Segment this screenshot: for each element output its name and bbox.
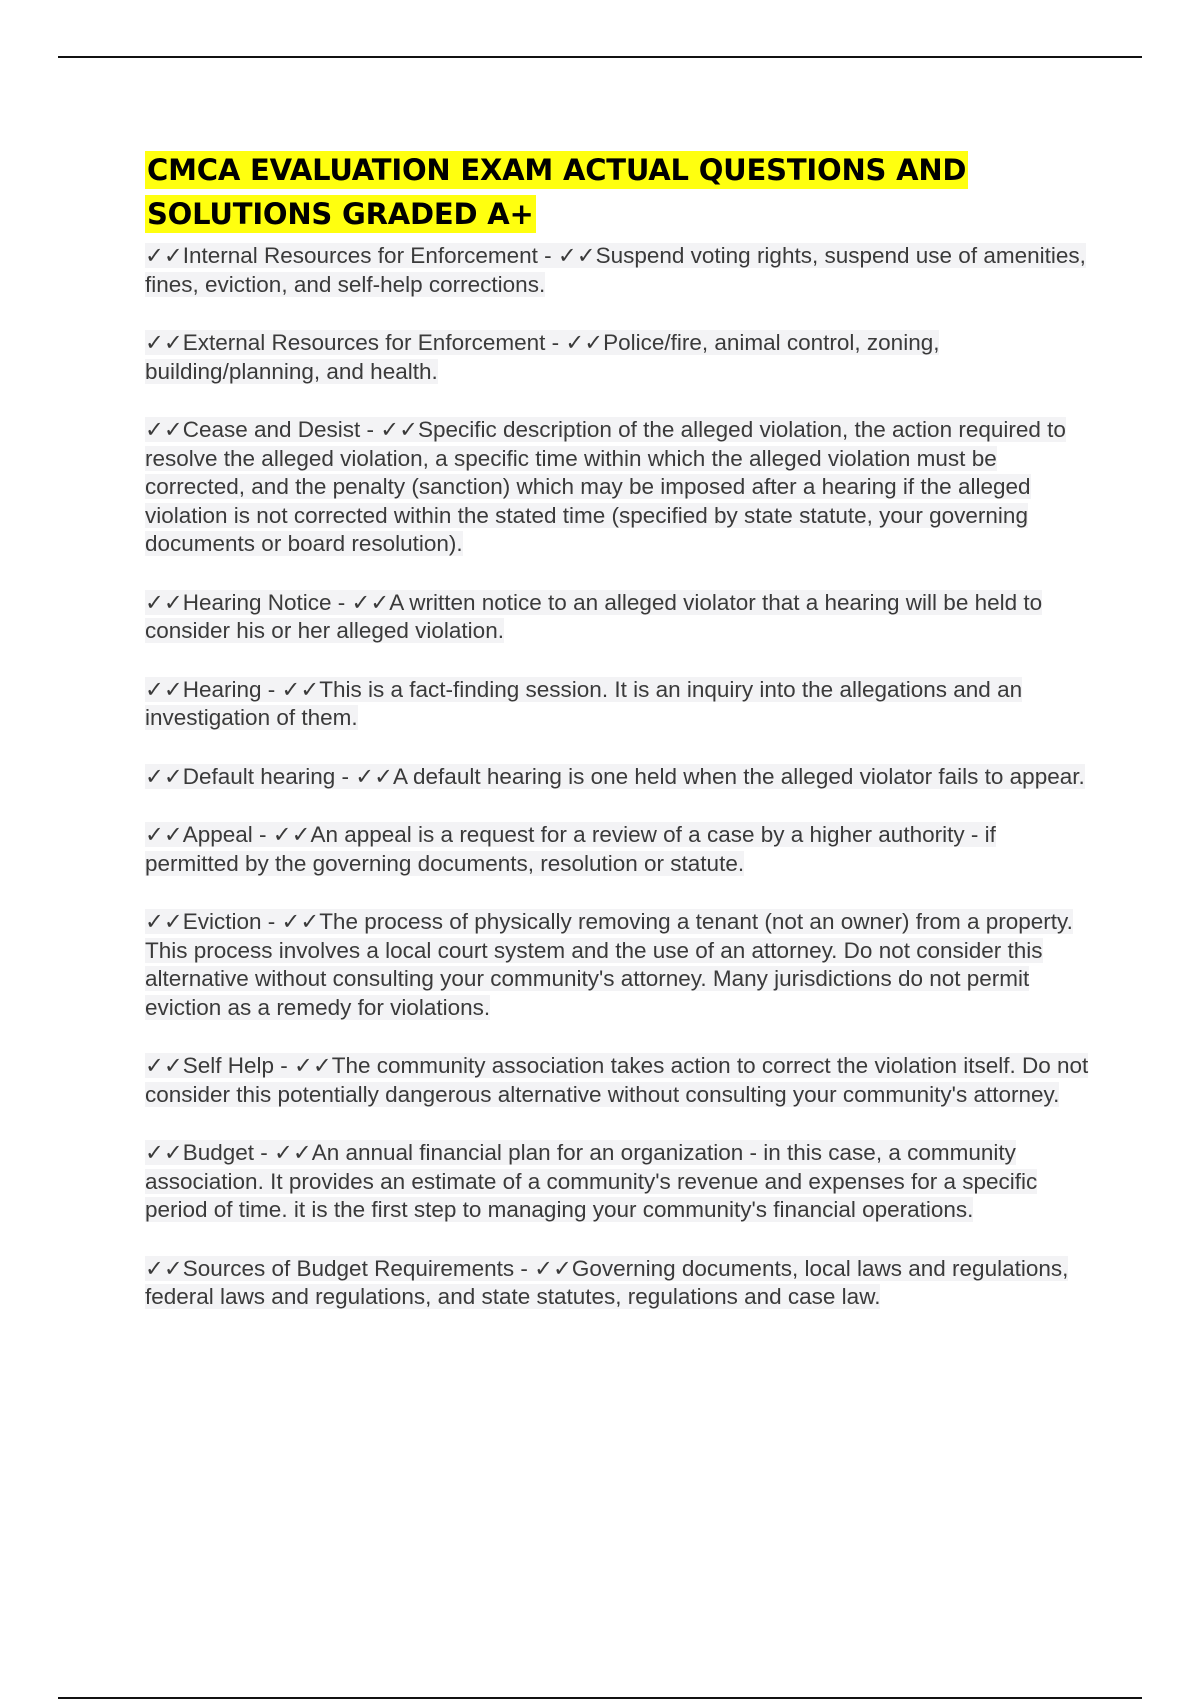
qa-entry-text: ✓✓Hearing - ✓✓This is a fact-finding session. It is an inquiry into the allegations and an investigation of them. bbox=[145, 676, 1023, 730]
qa-entry-text: ✓✓Cease and Desist - ✓✓Specific description of the alleged violation, the action required to resolve the alleged violation, a specific time within which the alleged violation must be corrected, and the penalty (sanction) which may be imposed after a hearing if the alleged violation is not corrected within the stated time (specified by state statute, your governing documents or board resolution). bbox=[145, 417, 1066, 556]
qa-entry-text: ✓✓Eviction - ✓✓The process of physically removing a tenant (not an owner) from a property. This process involves a local court system and the use of an attorney. Do not consider this alternative without consulting your community's attorney. Many jurisdictions do not permit eviction as a remedy for violations. bbox=[145, 909, 1073, 1020]
qa-entry bbox=[145, 589, 1095, 646]
qa-entry bbox=[145, 676, 1095, 733]
qa-entry-text: ✓✓Self Help - ✓✓The community association takes action to correct the violation itself. Do not consider this potentially dangerous alternative without consulting your community's attorney. bbox=[145, 1053, 1089, 1107]
document-body bbox=[145, 148, 1095, 1342]
qa-entry bbox=[145, 763, 1095, 792]
bottom-rule bbox=[58, 1697, 1142, 1699]
qa-entry bbox=[145, 416, 1095, 559]
qa-entry-text: ✓✓Internal Resources for Enforcement - ✓✓Suspend voting rights, suspend use of amenities, fines, eviction, and self-help corrections. bbox=[145, 243, 1086, 297]
top-rule bbox=[58, 56, 1142, 58]
qa-entry-text: ✓✓Budget - ✓✓An annual financial plan for an organization - in this case, a community association. It provides an estimate of a community's revenue and expenses for a specific period of time. it is the first step to managing your community's financial operations. bbox=[145, 1140, 1038, 1222]
qa-entry bbox=[145, 242, 1095, 299]
document-title bbox=[145, 148, 1095, 236]
qa-entry bbox=[145, 1139, 1095, 1225]
qa-entry bbox=[145, 908, 1095, 1022]
qa-entry bbox=[145, 329, 1095, 386]
qa-entry-text: ✓✓Hearing Notice - ✓✓A written notice to an alleged violator that a hearing will be held to consider his or her alleged violation. bbox=[145, 589, 1043, 643]
qa-entry-text: ✓✓External Resources for Enforcement - ✓✓Police/fire, animal control, zoning, building/planning, and health. bbox=[145, 330, 940, 384]
qa-entry bbox=[145, 1052, 1095, 1109]
qa-entry-text: ✓✓Default hearing - ✓✓A default hearing is one held when the alleged violator fails to appear. bbox=[145, 763, 1085, 789]
qa-entry bbox=[145, 1255, 1095, 1312]
qa-entry bbox=[145, 821, 1095, 878]
document-title-text: CMCA EVALUATION EXAM ACTUAL QUESTIONS AND SOLUTIONS GRADED A+ bbox=[147, 153, 967, 231]
qa-entry-text: ✓✓Sources of Budget Requirements - ✓✓Governing documents, local laws and regulations, federal laws and regulations, and state statutes, regulations and case law. bbox=[145, 1255, 1069, 1309]
qa-entry-text: ✓✓Appeal - ✓✓An appeal is a request for a review of a case by a higher authority - if permitted by the governing documents, resolution or statute. bbox=[145, 822, 996, 876]
